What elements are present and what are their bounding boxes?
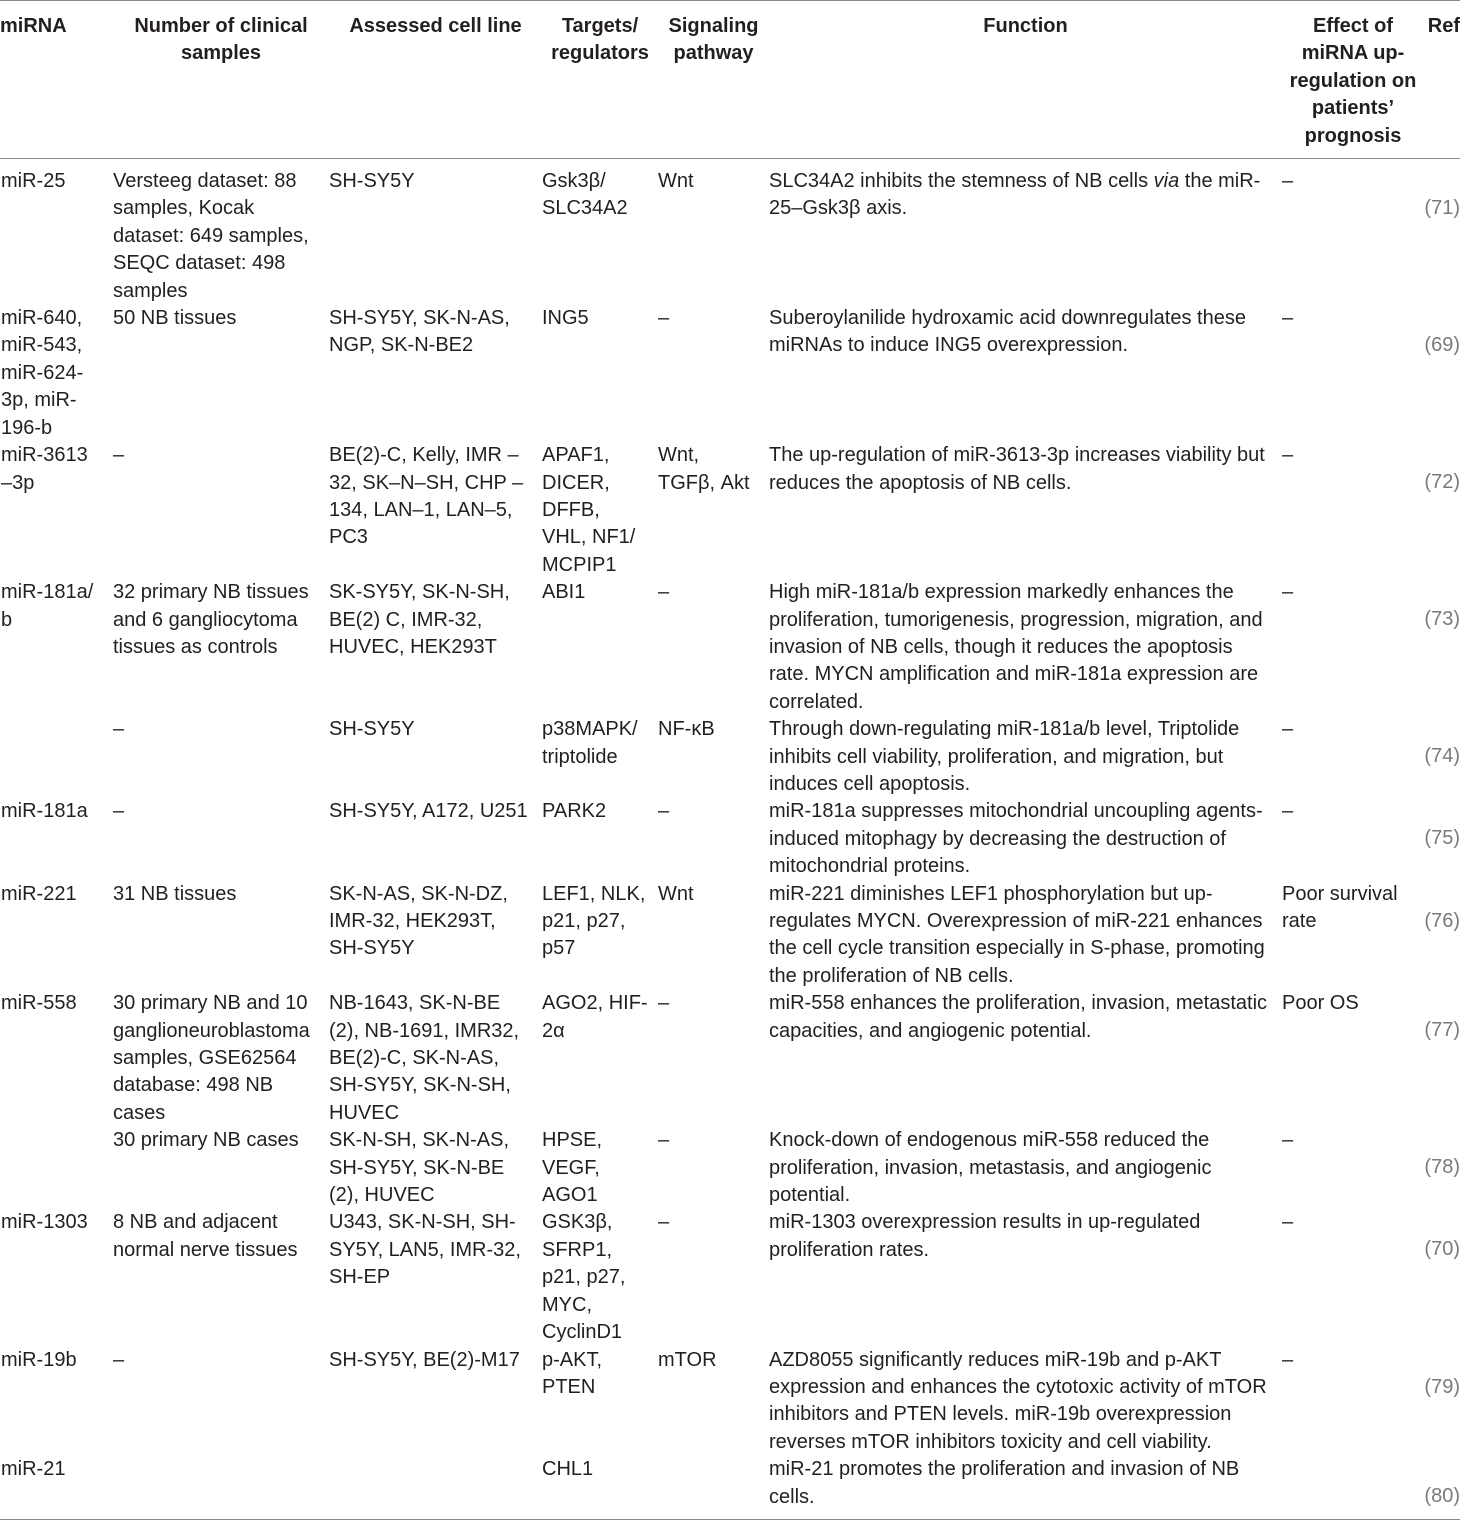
header-targets: Targets/ regulators [542, 1, 658, 159]
header-ref: Ref [1424, 1, 1460, 159]
pathway-cell: Wnt, TGFβ, Akt [658, 444, 750, 494]
prognosis-cell [1282, 1456, 1424, 1519]
samples-cell: 8 NB and adjacent normal nerve tissues [113, 1211, 298, 1261]
prognosis-cell: – [1282, 444, 1294, 467]
table-row [0, 159, 1460, 306]
pathway-cell: NF-κB [658, 718, 715, 741]
function-cell: Suberoylanilide hydroxamic acid downregulates these miRNAs to induce ING5 overexpression. [769, 307, 1246, 357]
function-cell: miR-558 enhances the proliferation, invasion, metastatic capacities, and angiogenic potential. [769, 992, 1268, 1042]
function-cell: miR-221 diminishes LEF1 phosphorylation but up-regulates MYCN. Overexpression of miR-221 enhances the cell cycle transition especially in S-phase, promoting the proliferation of NB cells. [769, 882, 1265, 987]
header-pathway: Signaling pathway [658, 1, 769, 159]
samples-cell: 50 NB tissues [113, 307, 237, 330]
cell-line-cell: SK-SY5Y, SK-N-SH, BE(2) C, IMR-32, HUVEC, HEK293T [329, 581, 510, 658]
pathway-cell: – [658, 1211, 670, 1234]
samples-cell: – [113, 800, 125, 823]
targets-cell: APAF1, DICER, DFFB, VHL, NF1/ MCPIP1 [542, 444, 636, 576]
cell-line-cell: SH-SY5Y, SK-N-AS, NGP, SK-N-BE2 [329, 307, 510, 357]
table-row [0, 1209, 1460, 1346]
prognosis-cell: – [1282, 581, 1294, 604]
cell-line-cell: SH-SY5Y [329, 718, 415, 741]
ref-cell: (70) [1424, 1238, 1460, 1261]
targets-cell: AGO2, HIF-2α [542, 992, 648, 1042]
cell-line-cell [329, 1456, 542, 1519]
function-cell: The up-regulation of miR-3613-3p increases viability but reduces the apoptosis of NB cells. [769, 444, 1265, 494]
ref-cell: (71) [1424, 197, 1460, 220]
prognosis-cell: Poor OS [1282, 992, 1359, 1015]
mirna-cell: miR-3613 –3p [1, 444, 88, 494]
prognosis-cell: – [1282, 170, 1294, 193]
function-cell: Knock-down of endogenous miR-558 reduced the proliferation, invasion, metastasis, and angiogenic potential. [769, 1129, 1212, 1207]
mirna-cell: miR-25 [1, 170, 66, 193]
function-text: SLC34A2 inhibits the stemness of NB cells [769, 170, 1154, 193]
pathway-cell: – [658, 581, 670, 604]
samples-cell: Versteeg dataset: 88 samples, Kocak dataset: 649 samples, SEQC dataset: 498 samples [113, 170, 309, 302]
targets-cell: HPSE, VEGF, AGO1 [542, 1129, 603, 1207]
pathway-cell: Wnt [658, 882, 694, 905]
function-cell: High miR-181a/b expression markedly enhances the proliferation, tumorigenesis, progression, migration, and invasion of NB cells, though it reduces the apoptosis rate. MYCN amplification and miR-181a expression are correlated. [769, 581, 1263, 713]
mirna-cell [0, 716, 113, 798]
cell-line-cell: SK-N-AS, SK-N-DZ, IMR-32, HEK293T, SH-SY5Y [329, 882, 508, 960]
header-cell-line: Assessed cell line [329, 1, 542, 159]
mirna-cell: miR-558 [1, 992, 77, 1015]
function-cell: miR-1303 overexpression results in up-regulated proliferation rates. [769, 1211, 1201, 1261]
function-italic-text: via [1153, 170, 1180, 193]
mirna-cell: miR-181a [1, 800, 88, 823]
samples-cell: – [113, 1348, 125, 1371]
table-row [0, 1456, 1460, 1519]
function-cell: miR-181a suppresses mitochondrial uncoupling agents-induced mitophagy by decreasing the destruction of mitochondrial proteins. [769, 800, 1263, 878]
targets-cell: GSK3β, SFRP1, p21, p27, MYC, CyclinD1 [542, 1211, 626, 1344]
header-clinical-samples: Number of clinical samples [113, 1, 329, 159]
pathway-cell: Wnt [658, 170, 694, 193]
ref-cell: (77) [1424, 1019, 1460, 1042]
mirna-cell: miR-640, miR-543, miR-624-3p, miR-196-b [1, 307, 84, 439]
ref-cell: (79) [1424, 1375, 1460, 1398]
samples-cell: 31 NB tissues [113, 882, 237, 905]
cell-line-cell: BE(2)-C, Kelly, IMR –32, SK–N–SH, CHP –134, LAN–1, LAN–5, PC3 [329, 444, 524, 549]
samples-cell: – [113, 444, 125, 467]
table-row [0, 881, 1460, 991]
targets-cell: LEF1, NLK, p21, p27, p57 [542, 882, 646, 960]
table-row [0, 579, 1460, 716]
mirna-cell [0, 1127, 113, 1209]
mirna-cell: miR-221 [1, 882, 77, 905]
cell-line-cell: SH-SY5Y, BE(2)-M17 [329, 1348, 520, 1371]
samples-cell: 30 primary NB and 10 ganglioneuroblastoma samples, GSE62564 database: 498 NB cases [113, 992, 310, 1124]
pathway-cell [658, 1456, 769, 1519]
prognosis-cell: – [1282, 1348, 1294, 1371]
ref-cell: (75) [1424, 827, 1460, 850]
header-mirna: miRNA [0, 1, 113, 159]
ref-cell: (80) [1424, 1456, 1460, 1519]
targets-cell: p-AKT, PTEN [542, 1348, 603, 1398]
table-row [0, 798, 1460, 880]
prognosis-cell: Poor survival rate [1282, 882, 1398, 932]
mirna-cell: miR-19b [1, 1348, 77, 1371]
samples-cell: – [113, 718, 125, 741]
pathway-cell: – [658, 992, 670, 1015]
targets-cell: CHL1 [542, 1456, 658, 1519]
prognosis-cell: – [1282, 718, 1294, 741]
prognosis-cell: – [1282, 1211, 1294, 1234]
targets-cell: PARK2 [542, 800, 607, 823]
samples-cell: 30 primary NB cases [113, 1129, 299, 1152]
targets-cell: ING5 [542, 307, 589, 330]
table-row [0, 716, 1460, 798]
ref-cell: (69) [1424, 334, 1460, 357]
cell-line-cell: SH-SY5Y [329, 170, 415, 193]
table-row [0, 305, 1460, 442]
cell-line-cell: SH-SY5Y, A172, U251 [329, 800, 528, 823]
prognosis-cell: – [1282, 1129, 1294, 1152]
cell-line-cell: SK-N-SH, SK-N-AS, SH-SY5Y, SK-N-BE (2), HUVEC [329, 1129, 510, 1207]
pathway-cell: – [658, 800, 670, 823]
targets-cell: p38MAPK/ triptolide [542, 718, 638, 768]
mirna-cell: miR-1303 [1, 1211, 88, 1234]
header-row [0, 1, 1460, 159]
function-text: the miR-25–Gsk3β axis. [769, 170, 1261, 220]
header-prognosis: Effect of miRNA up-regulation on patients’ prognosis [1282, 1, 1424, 159]
mirna-cell: miR-21 [0, 1456, 113, 1519]
function-cell: miR-21 promotes the proliferation and invasion of NB cells. [769, 1456, 1282, 1519]
ref-cell: (76) [1424, 909, 1460, 932]
cell-line-cell: U343, SK-N-SH, SH-SY5Y, LAN5, IMR-32, SH-EP [329, 1211, 521, 1289]
prognosis-cell: – [1282, 307, 1294, 330]
targets-cell: Gsk3β/ SLC34A2 [542, 170, 628, 220]
targets-cell: ABI1 [542, 581, 586, 604]
pathway-cell: – [658, 307, 670, 330]
function-cell [769, 159, 1282, 306]
samples-cell: 32 primary NB tissues and 6 gangliocytoma tissues as controls [113, 581, 309, 658]
function-cell: Through down-regulating miR-181a/b level, Triptolide inhibits cell viability, proliferation, and migration, but induces cell apoptosis. [769, 718, 1240, 795]
ref-cell: (78) [1424, 1156, 1460, 1179]
ref-cell: (73) [1424, 608, 1460, 631]
table-row [0, 442, 1460, 579]
table-row [0, 1127, 1460, 1209]
cell-line-cell: NB-1643, SK-N-BE (2), NB-1691, IMR32, BE(2)-C, SK-N-AS, SH-SY5Y, SK-N-SH, HUVEC [329, 992, 520, 1124]
table-row [0, 1347, 1460, 1457]
ref-cell: (72) [1424, 471, 1460, 494]
ref-cell: (74) [1424, 745, 1460, 768]
table-row [0, 990, 1460, 1127]
prognosis-cell: – [1282, 800, 1294, 823]
pathway-cell: mTOR [658, 1348, 717, 1371]
mirna-cell: miR-181a/ b [1, 581, 94, 631]
header-function: Function [769, 1, 1282, 159]
samples-cell [113, 1456, 329, 1519]
function-cell: AZD8055 significantly reduces miR-19b and p-AKT expression and enhances the cytotoxic activity of mTOR inhibitors and PTEN levels. miR-19b overexpression reverses mTOR inhibitors toxicity and cell viability. [769, 1348, 1267, 1453]
pathway-cell: – [658, 1129, 670, 1152]
